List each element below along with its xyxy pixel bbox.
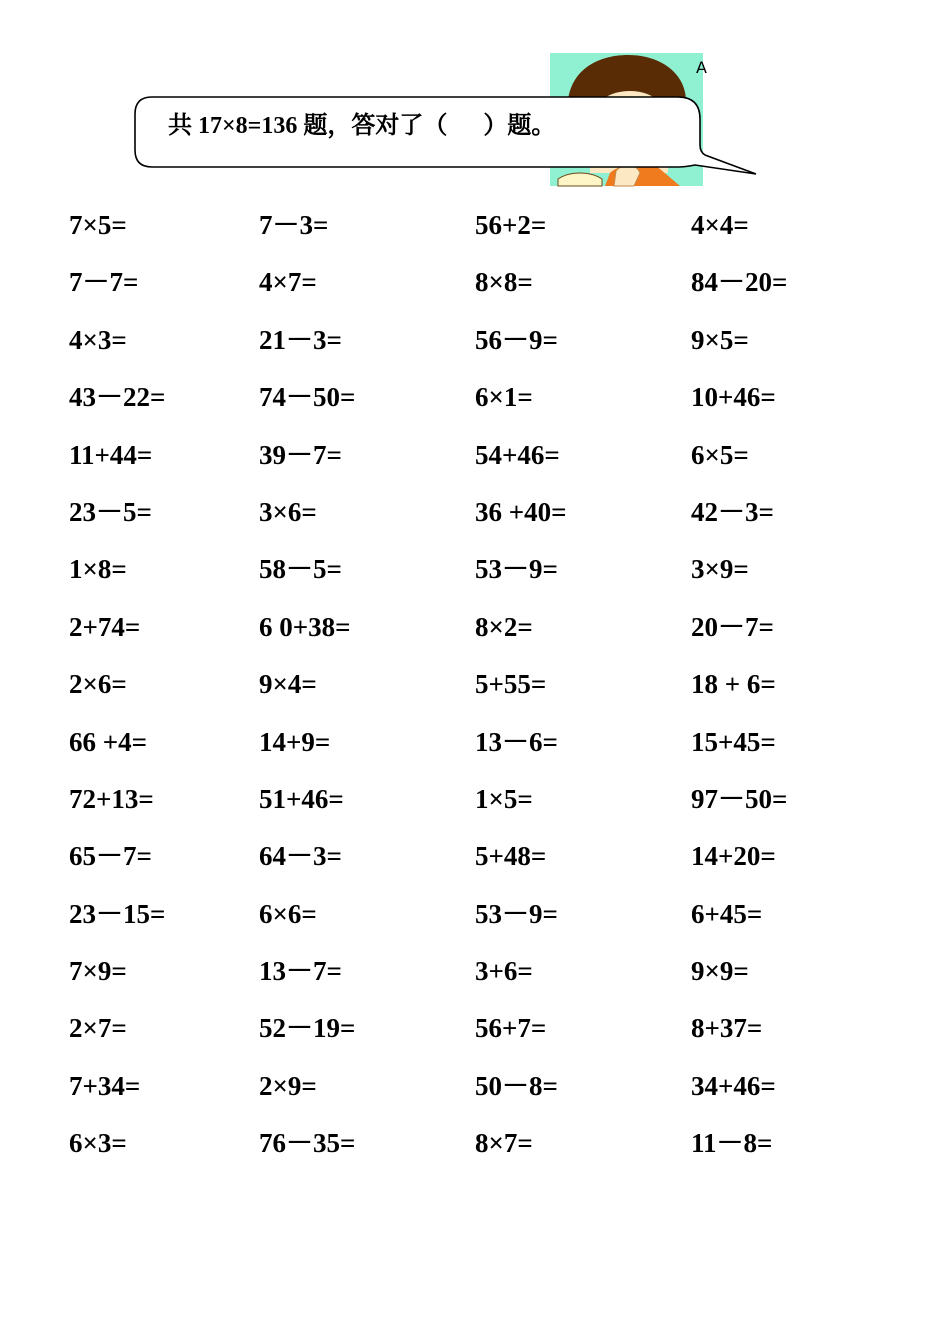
arithmetic-problem: 14+20= [691, 841, 776, 872]
arithmetic-problem: 18 + 6= [691, 669, 776, 700]
arithmetic-problem: 43－22= [69, 382, 166, 413]
arithmetic-problem: 7×5= [69, 210, 127, 240]
arithmetic-problem: 1×5= [475, 783, 533, 814]
problem-row [0, 714, 950, 771]
arithmetic-problem: 4×4= [691, 210, 749, 240]
arithmetic-problem-grid [0, 197, 950, 1173]
arithmetic-problem: 7+34= [69, 1070, 141, 1101]
arithmetic-problem: 7－3= [259, 210, 329, 240]
arithmetic-problem: 6+45= [691, 898, 763, 929]
problem-row [0, 656, 950, 713]
arithmetic-problem: 5+48= [475, 841, 547, 872]
arithmetic-problem: 56－9= [475, 324, 558, 355]
arithmetic-problem: 7－7= [69, 267, 139, 298]
arithmetic-problem: 2×6= [69, 669, 127, 700]
arithmetic-problem: 13－7= [259, 956, 342, 987]
problem-row [0, 484, 950, 541]
problem-row [0, 197, 950, 254]
arithmetic-problem: 9×4= [259, 669, 317, 700]
arithmetic-problem: 2×7= [69, 1013, 127, 1044]
arithmetic-problem: 1×8= [69, 554, 127, 585]
arithmetic-problem: 64－3= [259, 841, 342, 872]
problem-row [0, 943, 950, 1000]
arithmetic-problem: 50－8= [475, 1070, 558, 1101]
problem-row [0, 312, 950, 369]
arithmetic-problem: 84－20= [691, 267, 788, 298]
problem-row [0, 886, 950, 943]
arithmetic-problem: 3×6= [259, 496, 317, 527]
arithmetic-problem: 5+55= [475, 669, 547, 700]
arithmetic-problem: 4×3= [69, 324, 127, 355]
arithmetic-problem: 54+46= [475, 439, 560, 470]
problem-row [0, 254, 950, 311]
arithmetic-problem: 36 +40= [475, 496, 567, 527]
arithmetic-problem: 14+9= [259, 726, 331, 757]
problem-row [0, 1000, 950, 1057]
arithmetic-problem: 76－35= [259, 1128, 356, 1159]
arithmetic-problem: 39－7= [259, 439, 342, 470]
arithmetic-problem: 11+44= [69, 439, 153, 470]
problem-row [0, 369, 950, 426]
arithmetic-problem: 3×9= [691, 554, 749, 585]
arithmetic-problem: 21－3= [259, 324, 342, 355]
arithmetic-problem: 42－3= [691, 496, 774, 527]
arithmetic-problem: 52－19= [259, 1013, 356, 1044]
arithmetic-problem: 11－8= [691, 1128, 773, 1159]
arithmetic-problem: 72+13= [69, 783, 154, 814]
arithmetic-problem: 34+46= [691, 1070, 776, 1101]
arithmetic-problem: 23－5= [69, 496, 152, 527]
arithmetic-problem: 23－15= [69, 898, 166, 929]
arithmetic-problem: 56+2= [475, 210, 547, 240]
arithmetic-problem: 51+46= [259, 783, 344, 814]
arithmetic-problem: 2×9= [259, 1070, 317, 1101]
arithmetic-problem: 97－50= [691, 783, 788, 814]
arithmetic-problem: 8×2= [475, 611, 533, 642]
arithmetic-problem: 7×9= [69, 956, 127, 987]
arithmetic-problem: 6×5= [691, 439, 749, 470]
total-question-count-prompt: 共 17×8=136 题，答对了（ ）题。 [168, 113, 556, 139]
arithmetic-problem: 66 +4= [69, 726, 148, 757]
arithmetic-problem: 53－9= [475, 554, 558, 585]
arithmetic-problem: 9×5= [691, 324, 749, 355]
arithmetic-problem: 65－7= [69, 841, 152, 872]
problem-row [0, 828, 950, 885]
arithmetic-problem: 8×7= [475, 1128, 533, 1159]
arithmetic-problem: 53－9= [475, 898, 558, 929]
arithmetic-problem: 15+45= [691, 726, 776, 757]
problem-row [0, 1115, 950, 1172]
arithmetic-problem: 58－5= [259, 554, 342, 585]
corner-letter: A [696, 58, 707, 77]
arithmetic-problem: 20－7= [691, 611, 774, 642]
arithmetic-problem: 6×6= [259, 898, 317, 929]
arithmetic-problem: 2+74= [69, 611, 141, 642]
arithmetic-problem: 3+6= [475, 956, 533, 987]
arithmetic-problem: 8×8= [475, 267, 533, 298]
problem-row [0, 599, 950, 656]
arithmetic-problem: 6 0+38= [259, 611, 351, 642]
arithmetic-problem: 56+7= [475, 1013, 547, 1044]
problem-row [0, 541, 950, 598]
problem-row [0, 1058, 950, 1115]
arithmetic-problem: 10+46= [691, 382, 776, 413]
arithmetic-problem: 9×9= [691, 956, 749, 987]
arithmetic-problem: 13－6= [475, 726, 558, 757]
arithmetic-problem: 4×7= [259, 267, 317, 298]
arithmetic-problem: 74－50= [259, 382, 356, 413]
problem-row [0, 771, 950, 828]
arithmetic-problem: 8+37= [691, 1013, 763, 1044]
arithmetic-problem: 6×1= [475, 382, 533, 413]
arithmetic-problem: 6×3= [69, 1128, 127, 1159]
problem-row [0, 427, 950, 484]
